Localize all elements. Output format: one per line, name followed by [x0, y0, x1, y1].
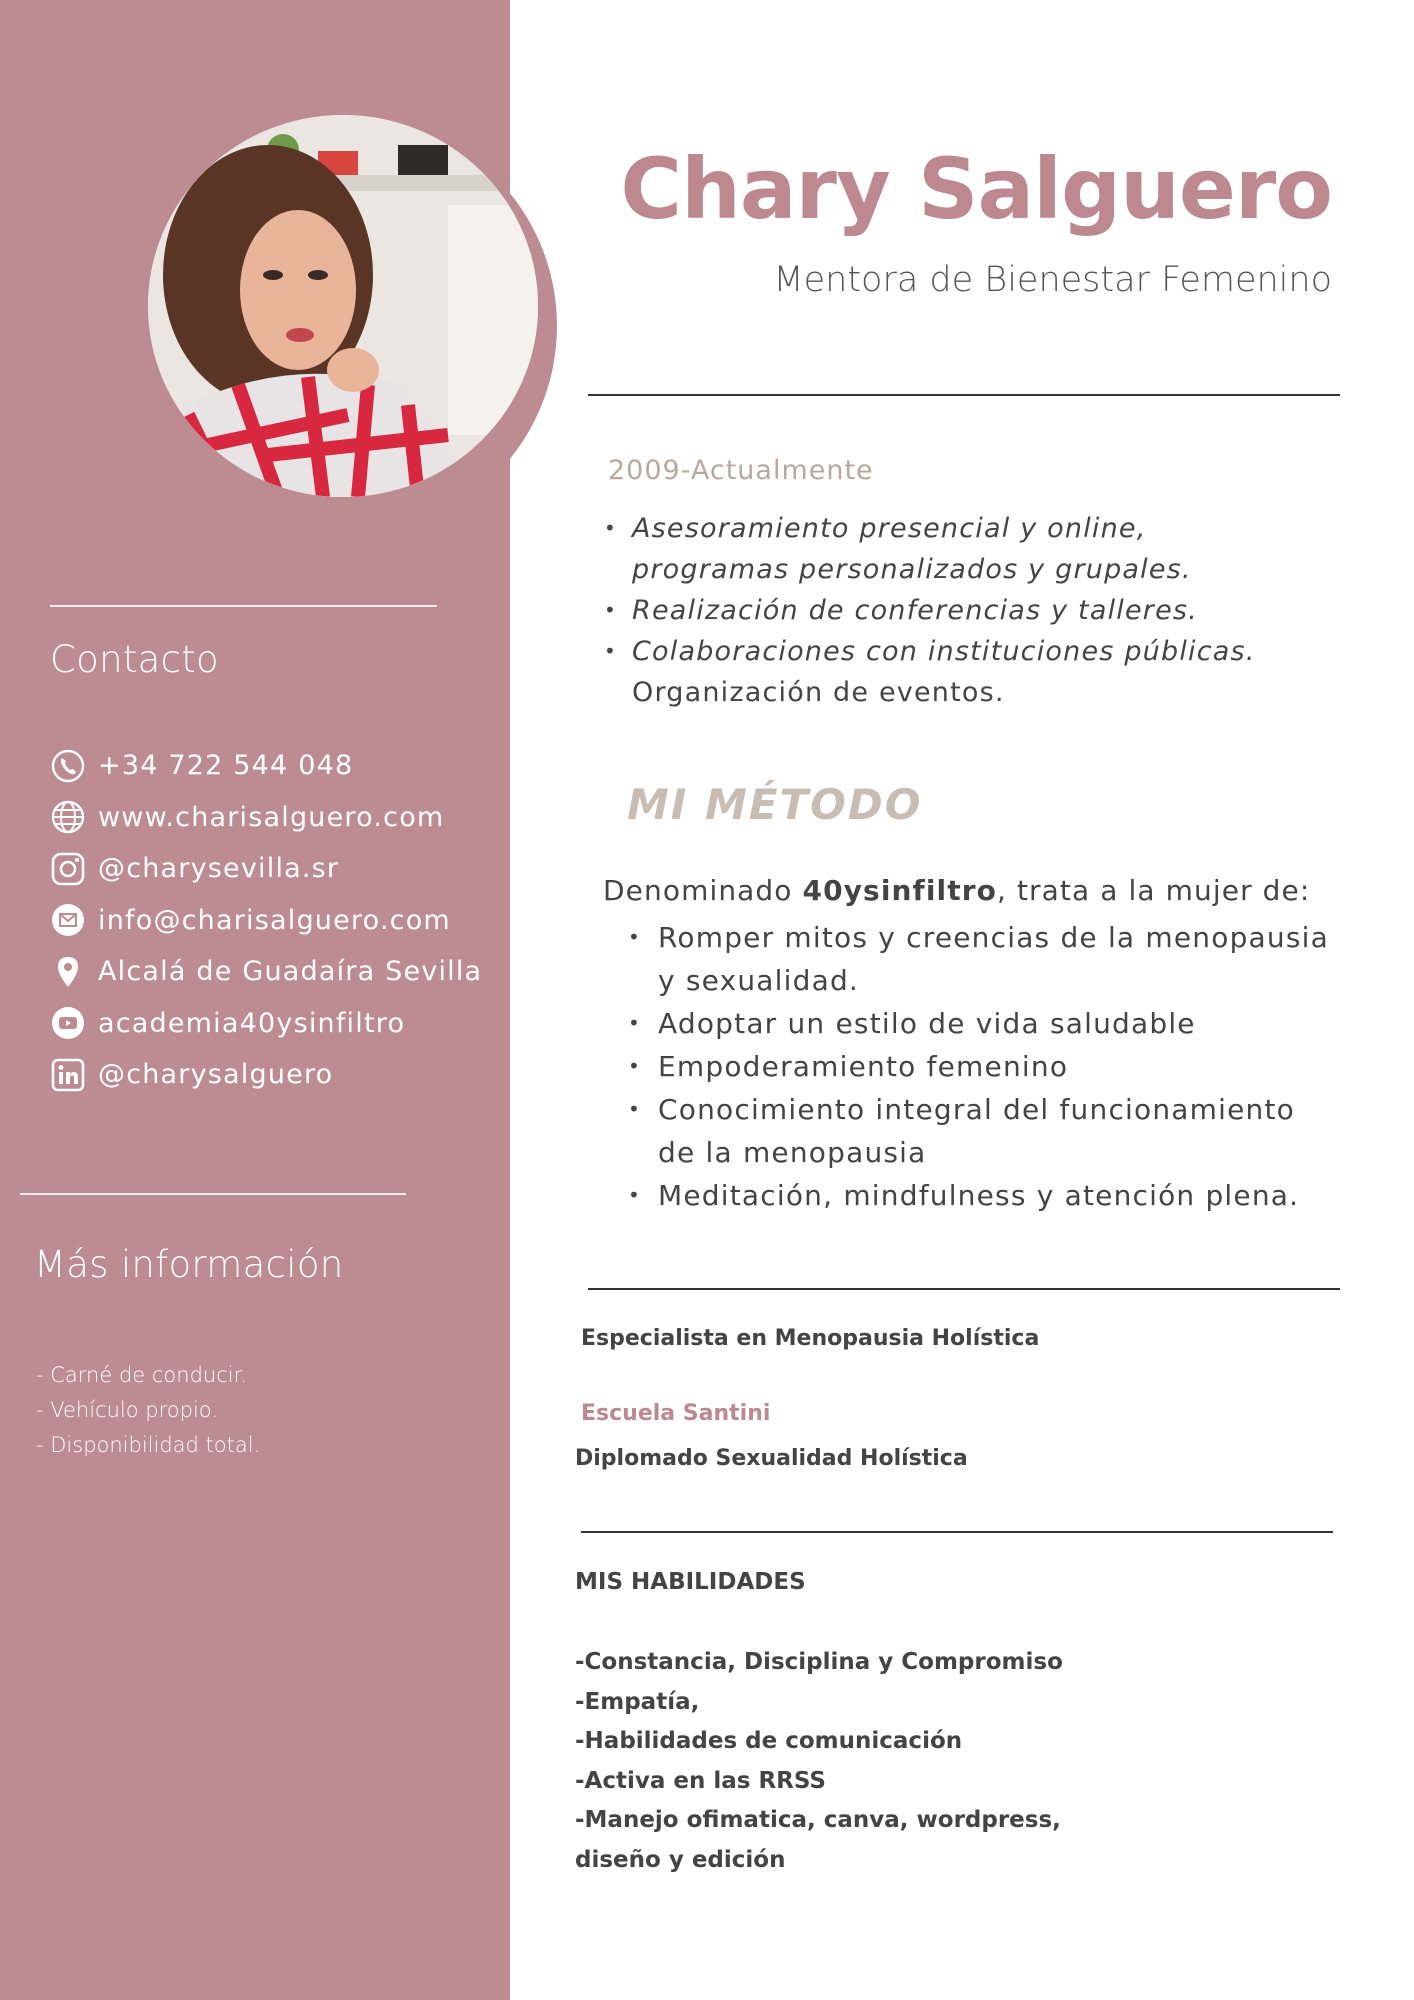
person-name: Chary Salguero	[620, 140, 1332, 238]
profile-photo	[148, 115, 538, 497]
experience-list	[604, 508, 1256, 713]
contact-divider	[50, 605, 437, 607]
linkedin-icon	[50, 1057, 86, 1093]
method-list	[628, 916, 1329, 1217]
instagram-icon	[50, 851, 86, 887]
more-info-divider	[20, 1193, 406, 1195]
skills-title: MIS HABILIDADES	[575, 1569, 806, 1595]
list-item: • Conocimiento integral del funcionamiento	[628, 1088, 1329, 1131]
contact-list	[50, 740, 500, 1101]
contact-instagram[interactable]: @charysevilla.sr	[50, 843, 500, 895]
phone-icon	[50, 748, 86, 784]
method-title: MI MÉTODO	[627, 780, 923, 829]
list-item: • Asesoramiento presencial y online,	[604, 508, 1256, 549]
experience-period: 2009-Actualmente	[608, 455, 874, 486]
list-item: Organización de eventos.	[632, 677, 1005, 708]
list-item: -Constancia, Disciplina y Compromiso	[575, 1649, 1063, 1675]
contact-linkedin[interactable]: @charysalguero	[50, 1049, 500, 1101]
method-divider	[588, 1288, 1340, 1290]
list-item: • Colaboraciones con instituciones públicas.	[604, 631, 1256, 672]
contact-youtube[interactable]: academia40ysinfiltro	[50, 998, 500, 1050]
mail-icon	[50, 902, 86, 938]
list-item: y sexualidad.	[658, 964, 860, 997]
list-item: -Habilidades de comunicación	[575, 1728, 963, 1754]
list-item: • Adoptar un estilo de vida saludable	[628, 1002, 1329, 1045]
list-item: -Empatía,	[575, 1688, 700, 1715]
education-divider	[581, 1531, 1333, 1533]
contact-phone[interactable]: +34 722 544 048	[50, 740, 500, 792]
list-item: diseño y edición	[575, 1846, 786, 1873]
method-name: 40ysinfiltro	[802, 874, 997, 907]
list-item: de la menopausia	[658, 1136, 927, 1169]
contact-location[interactable]: Alcalá de Guadaíra Sevilla	[50, 946, 500, 998]
profile-photo-illustration	[148, 115, 538, 497]
education-school: Escuela Santini	[581, 1401, 771, 1426]
more-info-item: - Carné de conducir.	[36, 1363, 247, 1387]
contact-website[interactable]: www.charisalguero.com	[50, 792, 500, 844]
more-info-item: - Vehículo propio.	[36, 1398, 218, 1422]
education-diploma: Diplomado Sexualidad Holística	[575, 1446, 968, 1471]
method-intro: Denominado 40ysinfiltro, trata a la mujer de:	[603, 874, 1311, 907]
list-item: programas personalizados y grupales.	[632, 554, 1192, 585]
location-pin-icon	[50, 954, 86, 990]
youtube-icon	[50, 1005, 86, 1041]
list-item: • Realización de conferencias y talleres.	[604, 590, 1256, 631]
globe-icon	[50, 799, 86, 835]
education-specialty: Especialista en Menopausia Holística	[581, 1326, 1040, 1351]
list-item: • Empoderamiento femenino	[628, 1045, 1329, 1088]
more-info-title: Más información	[34, 1243, 344, 1286]
list-item: -Activa en las RRSS	[575, 1767, 826, 1794]
more-info-list	[36, 1358, 260, 1463]
contact-email[interactable]: info@charisalguero.com	[50, 895, 500, 947]
header-divider	[588, 394, 1340, 396]
list-item: -Manejo ofimatica, canva, wordpress,	[575, 1807, 1061, 1833]
contact-title: Contacto	[50, 638, 219, 681]
list-item: • Romper mitos y creencias de la menopausia	[628, 916, 1329, 959]
person-role: Mentora de Bienestar Femenino	[773, 260, 1332, 300]
more-info-item: - Disponibilidad total.	[36, 1433, 261, 1457]
list-item: • Meditación, mindfulness y atención plena.	[628, 1174, 1329, 1217]
skills-list	[575, 1643, 1063, 1880]
